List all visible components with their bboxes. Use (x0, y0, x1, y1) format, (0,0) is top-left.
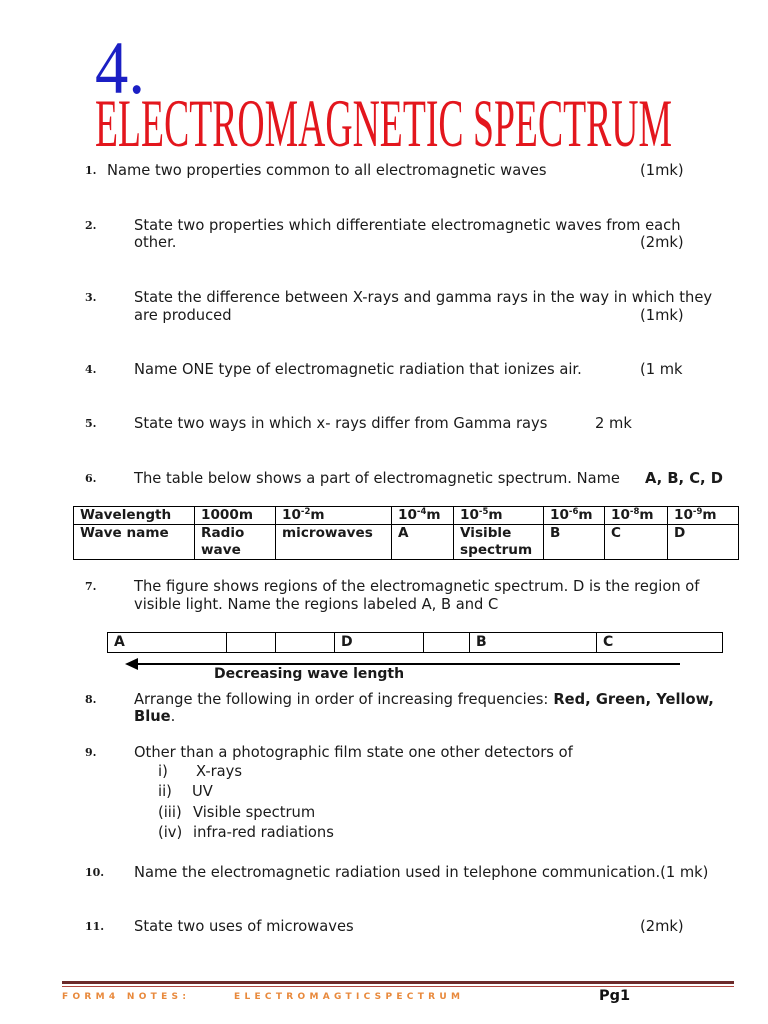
question-bold-colors: Blue (134, 708, 171, 725)
region-segment (335, 633, 424, 652)
question-text: The table below shows a part of electromagnetic spectrum. Name (134, 470, 620, 487)
heading (0, 0, 768, 160)
question-text-line (134, 691, 714, 709)
question-marks: 2 mk (595, 415, 632, 432)
question-text-line (134, 708, 175, 726)
question-text: are produced (134, 307, 232, 324)
row-header-wavelength: Wavelength (74, 507, 195, 525)
wavelength-exponent: -6 (568, 507, 579, 517)
question-text: Other than a photographic film state one other detectors of (134, 744, 573, 761)
sub-item-label: ii) (158, 783, 172, 800)
wavelength-cell (392, 507, 454, 525)
question-number: 6. (85, 472, 97, 485)
question-bold-labels: A, B, C, D (645, 470, 723, 487)
footer-topic-label: ELECTROMAGTICSPECTRUM (234, 992, 465, 1002)
region-segment (424, 633, 470, 652)
question-marks: (1 mk (640, 361, 683, 378)
sub-item-text: UV (192, 783, 213, 800)
sub-item-text: X-rays (196, 763, 243, 780)
page-number: Pg1 (599, 988, 631, 1004)
wavelength-exponent: -5 (478, 507, 489, 517)
wave-name-cell: Visible spectrum (454, 525, 544, 560)
wave-name-row (74, 525, 739, 560)
question-number: 9. (85, 746, 97, 759)
question-number: 10. (85, 866, 105, 879)
wavelength-row (74, 507, 739, 525)
sub-item-label: i) (158, 763, 168, 780)
row-header-wave-name: Wave name (74, 525, 195, 560)
wavelength-unit: m (639, 507, 654, 523)
question-number: 1. (85, 164, 97, 177)
region-segment (597, 633, 722, 652)
footer-rule (62, 981, 734, 984)
region-label: D (341, 634, 353, 650)
question-text: State two ways in which x- rays differ from Gamma rays (134, 415, 548, 432)
wavelength-exponent: -9 (692, 507, 703, 517)
sub-item-label: (iv) (158, 824, 183, 841)
wavelength-cell (605, 507, 668, 525)
spectrum-table (73, 506, 739, 560)
question-number: 5. (85, 417, 97, 430)
question-text: other. (134, 234, 177, 251)
wavelength-value: 1000m (201, 507, 253, 523)
question-marks: (1mk) (640, 162, 684, 179)
wave-name-cell: C (605, 525, 668, 560)
wave-name-cell: D (668, 525, 739, 560)
wavelength-base: 10 (674, 507, 693, 523)
wavelength-unit: m (578, 507, 593, 523)
question-number: 7. (85, 580, 97, 593)
question-number: 3. (85, 291, 97, 304)
wavelength-cell (195, 507, 276, 525)
question-number: 4. (85, 363, 97, 376)
question-text: State the difference between X-rays and gamma rays in the way in which they (134, 289, 713, 306)
question-text: Arrange the following in order of increasing frequencies: (134, 691, 549, 708)
section-number: 4. (95, 27, 145, 110)
arrow-label: Decreasing wave length (214, 666, 405, 682)
wavelength-cell (276, 507, 392, 525)
question-text: Name the electromagnetic radiation used in telephone communication.(1 mk) (134, 864, 709, 881)
question-text: State two properties which differentiate electromagnetic waves from each (134, 217, 681, 234)
question-text: Name ONE type of electromagnetic radiation that ionizes air. (134, 361, 582, 378)
question-number: 2. (85, 219, 97, 232)
wavelength-unit: m (702, 507, 717, 523)
region-label: C (603, 634, 614, 650)
question-bold-colors: Red, Green, Yellow, (553, 691, 714, 708)
wavelength-unit: m (310, 507, 325, 523)
wavelength-cell (544, 507, 605, 525)
wavelength-base: 10 (282, 507, 301, 523)
question-marks: (2mk) (640, 234, 684, 251)
wavelength-base: 10 (611, 507, 630, 523)
region-segment (276, 633, 335, 652)
question-text: Name two properties common to all electromagnetic waves (107, 162, 547, 179)
wavelength-cell (454, 507, 544, 525)
question-text: visible light. Name the regions labeled A, B and C (134, 596, 499, 613)
footer-series-label: FORM4 NOTES: (62, 992, 191, 1002)
sub-item-label: (iii) (158, 804, 182, 821)
region-segment (227, 633, 276, 652)
region-label: B (476, 634, 487, 650)
wavelength-cell (668, 507, 739, 525)
sub-item-text: infra-red radiations (193, 824, 334, 841)
wave-name-cell: microwaves (276, 525, 392, 560)
region-segment (470, 633, 597, 652)
wavelength-base: 10 (460, 507, 479, 523)
question-text: The figure shows regions of the electromagnetic spectrum. D is the region of (134, 578, 700, 595)
footer-rule (62, 986, 734, 988)
wavelength-unit: m (488, 507, 503, 523)
spectrum-bar (107, 632, 723, 653)
wavelength-base: 10 (398, 507, 417, 523)
wave-name-cell: A (392, 525, 454, 560)
question-number: 11. (85, 920, 105, 933)
question-marks: (1mk) (640, 307, 684, 324)
region-label: A (114, 634, 125, 650)
wavelength-base: 10 (550, 507, 569, 523)
wavelength-exponent: -8 (629, 507, 640, 517)
region-segment (108, 633, 227, 652)
wave-name-cell: B (544, 525, 605, 560)
wavelength-unit: m (426, 507, 441, 523)
question-number: 8. (85, 693, 97, 706)
wavelength-exponent: -4 (416, 507, 427, 517)
wavelength-exponent: -2 (300, 507, 311, 517)
wave-name-cell: Radio wave (195, 525, 276, 560)
question-text: . (170, 708, 176, 725)
question-marks: (2mk) (640, 918, 684, 935)
sub-item-text: Visible spectrum (193, 804, 316, 821)
section-title: ELECTROMAGNETIC SPECTRUM (95, 85, 672, 160)
question-text: State two uses of microwaves (134, 918, 354, 935)
